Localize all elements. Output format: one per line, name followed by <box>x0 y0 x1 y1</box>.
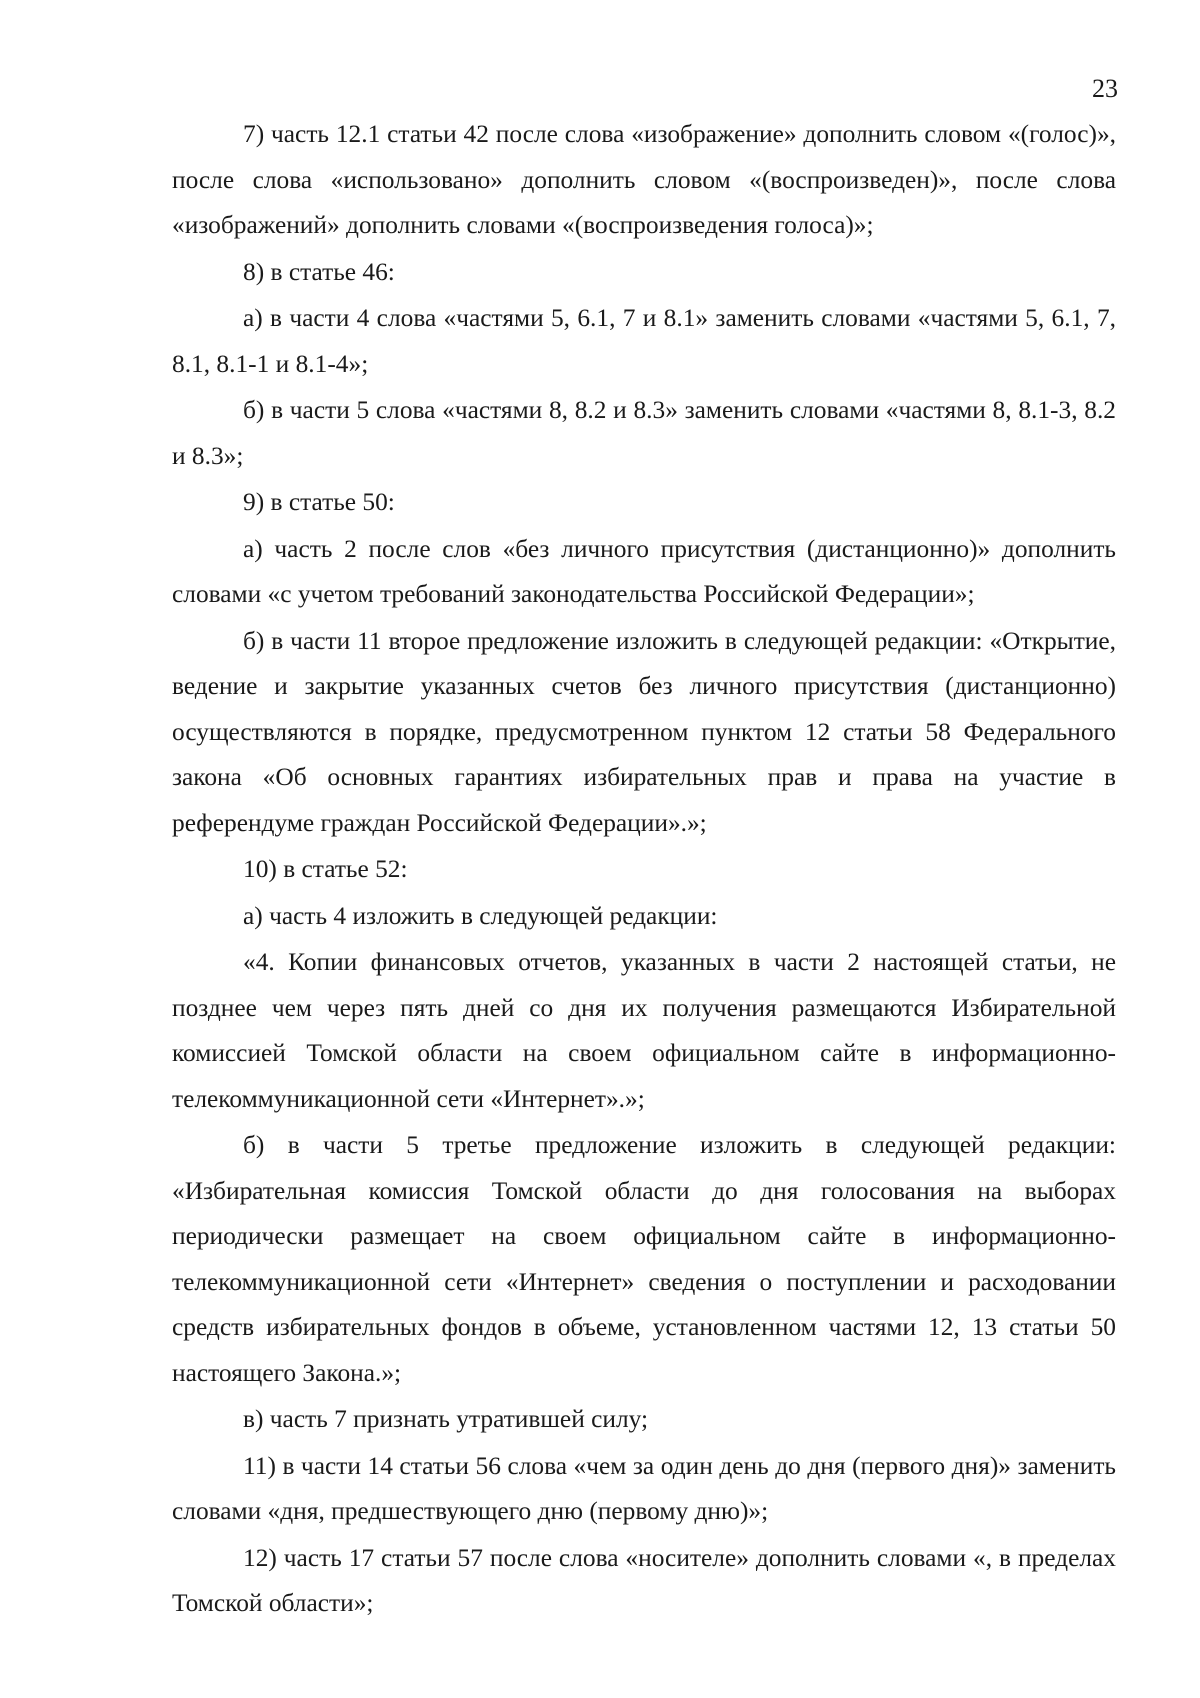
paragraph-8-article-46: 8) в статье 46: <box>243 257 395 286</box>
paragraph-10-article-52: 10) в статье 52: <box>243 855 408 883</box>
paragraph-10v: в) часть 7 признать утратившей силу; <box>243 1405 649 1433</box>
paragraph-8a: а) в части 4 слова «частями 5, 6.1, 7 и 8.1» заменить словами «частями 5, 6.1, 7, 8.1, 8.1-1 и 8.1-4»; <box>172 304 1116 378</box>
paragraph-11-article-56: 11) в части 14 статьи 56 слова «чем за один день до дня (первого дня)» заменить словами «дня, предшествующего дню (первому дню)»; <box>172 1451 1116 1525</box>
paragraph-10b: б) в части 5 третье предложение изложить в следующей редакции: «Избирательная комиссия Томской области до дня голосования на выборах периодически размещает на своем официальном сайте в информационно-телекоммуникационной сети «Интернет» сведения о поступлении и расходовании средств избирательных фондов в объеме, установленном частями 12, 13 статьи 50 настоящего Закона.»; <box>172 1131 1116 1387</box>
page-number: 23 <box>1092 74 1118 103</box>
paragraph-7-article-42: 7) часть 12.1 статьи 42 после слова «изображение» дополнить словом «(голос)», после слова «использовано» дополнить словом «(воспроизведен)», после слова «изображений» дополнить словами «(воспроизведения голоса)»; <box>172 120 1116 239</box>
paragraph-12-article-57: 12) часть 17 статьи 57 после слова «носителе» дополнить словами «, в пределах Томской области»; <box>172 1543 1116 1617</box>
paragraph-10a: а) часть 4 изложить в следующей редакции: <box>243 901 718 930</box>
paragraph-8b: б) в части 5 слова «частями 8, 8.2 и 8.3» заменить словами «частями 8, 8.1-3, 8.2 и 8.3»; <box>172 396 1116 470</box>
paragraph-9b: б) в части 11 второе предложение изложить в следующей редакции: «Открытие, ведение и закрытие указанных счетов без личного присутствия (дистанционно) осуществляются в порядке, предусмотренном пунктом 12 статьи 58 Федерального закона «Об основных гарантиях избирательных прав и права на участие в референдуме граждан Российской Федерации».»; <box>172 626 1116 837</box>
paragraph-9-article-50: 9) в статье 50: <box>243 488 395 516</box>
paragraph-10a-text: «4. Копии финансовых отчетов, указанных в части 2 настоящей статьи, не позднее чем через пять дней со дня их получения размещаются Избирательной комиссией Томской области на своем официальном сайте в информационно-телекоммуникационной сети «Интернет».»; <box>172 948 1116 1113</box>
document-body <box>172 112 1116 1628</box>
paragraph-9a: а) часть 2 после слов «без личного присутствия (дистанционно)» дополнить словами «с учетом требований законодательства Российской Федерации»; <box>172 534 1116 608</box>
